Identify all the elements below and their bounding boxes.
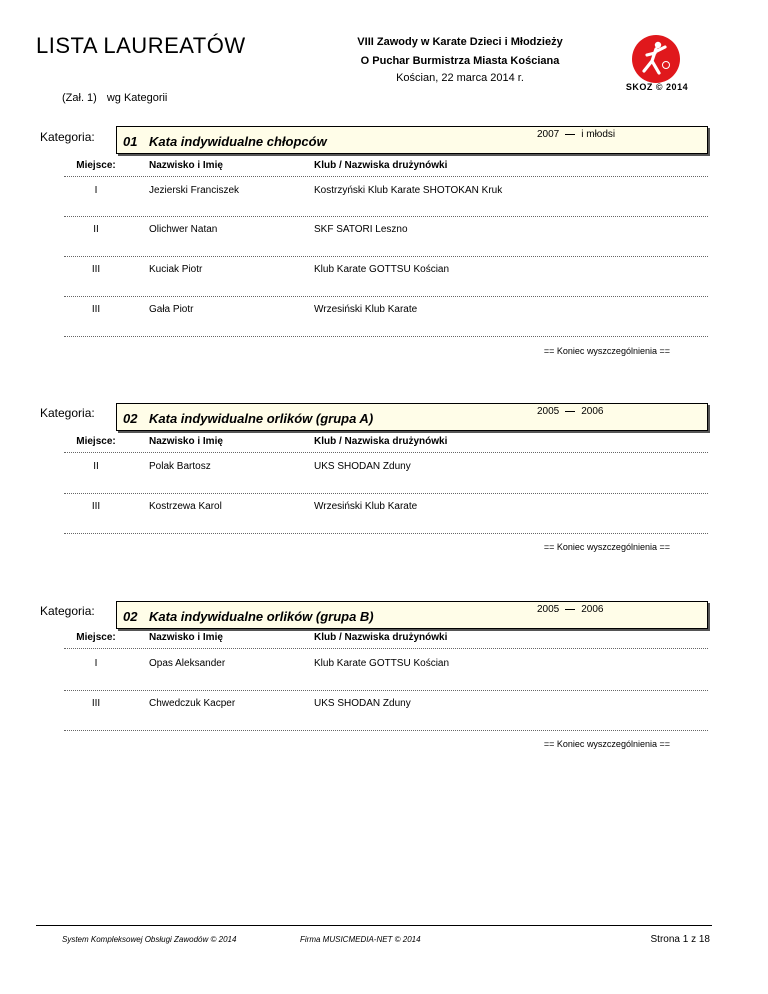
divider <box>64 256 708 257</box>
col-name-header: Nazwisko i Imię <box>149 160 223 171</box>
row-place: III <box>91 304 101 315</box>
row-name: Kostrzewa Karol <box>149 501 222 512</box>
col-club-header: Klub / Nazwiska drużynówki <box>314 632 448 643</box>
row-place: I <box>94 658 98 669</box>
row-name: Polak Bartosz <box>149 461 211 472</box>
row-club: Wrzesiński Klub Karate <box>314 501 418 512</box>
divider <box>64 690 708 691</box>
col-name-header: Nazwisko i Imię <box>149 632 223 643</box>
row-club: Klub Karate GOTTSU Kościan <box>314 264 450 275</box>
category-years <box>537 129 615 140</box>
divider <box>64 452 708 453</box>
category-name: Kata indywidualne orlików (grupa B) <box>149 609 374 624</box>
annex-label: (Zał. 1) <box>62 92 97 104</box>
row-name: Olichwer Natan <box>149 224 218 235</box>
row-place: III <box>91 501 101 512</box>
page-number: Strona 1 z 18 <box>650 934 710 945</box>
category-years <box>537 406 604 417</box>
row-club: UKS SHODAN Zduny <box>314 698 411 709</box>
category-header <box>116 601 708 629</box>
category-header <box>116 126 708 154</box>
end-of-list-note: == Koniec wyszczególnienia == <box>543 542 670 552</box>
year-to: 2006 <box>581 406 604 417</box>
category-label: Kategoria: <box>40 604 95 618</box>
col-place-header: Miejsce: <box>76 632 116 643</box>
year-to: 2006 <box>581 604 604 615</box>
divider <box>64 296 708 297</box>
col-place-header: Miejsce: <box>76 436 116 447</box>
karate-logo-icon <box>632 35 680 83</box>
footer-divider <box>36 925 712 926</box>
row-name: Gała Piotr <box>149 304 194 315</box>
row-club: SKF SATORI Leszno <box>314 224 408 235</box>
divider <box>64 216 708 217</box>
row-name: Jezierski Franciszek <box>149 185 240 196</box>
event-place-date: Kościan, 22 marca 2014 r. <box>396 72 524 84</box>
end-of-list-note: == Koniec wyszczególnienia == <box>543 346 670 356</box>
row-club: Kostrzyński Klub Karate SHOTOKAN Kruk <box>314 185 503 196</box>
event-title: VIII Zawody w Karate Dzieci i Młodzieży <box>357 36 563 48</box>
category-years <box>537 604 604 615</box>
row-club: UKS SHODAN Zduny <box>314 461 411 472</box>
divider <box>64 648 708 649</box>
category-number: 02 <box>123 609 138 624</box>
sort-label: wg Kategorii <box>106 92 168 104</box>
row-place: II <box>93 224 99 235</box>
category-name: Kata indywidualne orlików (grupa A) <box>149 411 374 426</box>
category-name: Kata indywidualne chłopców <box>149 134 327 149</box>
category-number: 01 <box>123 134 138 149</box>
category-number: 02 <box>123 411 138 426</box>
divider <box>64 336 708 337</box>
category-label: Kategoria: <box>40 130 95 144</box>
divider <box>64 493 708 494</box>
col-name-header: Nazwisko i Imię <box>149 436 223 447</box>
row-name: Kuciak Piotr <box>149 264 203 275</box>
row-place: III <box>91 264 101 275</box>
footer-system: System Kompleksowej Obsługi Zawodów © 2014 <box>62 935 237 944</box>
row-name: Chwedczuk Kacper <box>149 698 236 709</box>
logo-caption: SKOZ © 2014 <box>625 82 689 92</box>
page-title: LISTA LAUREATÓW <box>36 33 246 58</box>
year-from: 2007 <box>537 129 560 140</box>
divider <box>64 730 708 731</box>
col-place-header: Miejsce: <box>76 160 116 171</box>
divider <box>64 533 708 534</box>
row-club: Klub Karate GOTTSU Kościan <box>314 658 450 669</box>
page-subtitle <box>62 92 167 104</box>
year-from: 2005 <box>537 604 560 615</box>
col-club-header: Klub / Nazwiska drużynówki <box>314 160 448 171</box>
row-club: Wrzesiński Klub Karate <box>314 304 418 315</box>
event-cup: O Puchar Burmistrza Miasta Kościana <box>360 55 560 67</box>
row-place: III <box>91 698 101 709</box>
row-place: II <box>93 461 99 472</box>
year-from: 2005 <box>537 406 560 417</box>
row-name: Opas Aleksander <box>149 658 226 669</box>
row-place: I <box>94 185 98 196</box>
col-club-header: Klub / Nazwiska drużynówki <box>314 436 448 447</box>
category-label: Kategoria: <box>40 406 95 420</box>
divider <box>64 176 708 177</box>
footer-company: Firma MUSICMEDIA-NET © 2014 <box>300 935 421 944</box>
year-to: i młodsi <box>581 129 616 140</box>
category-header <box>116 403 708 431</box>
end-of-list-note: == Koniec wyszczególnienia == <box>543 739 670 749</box>
